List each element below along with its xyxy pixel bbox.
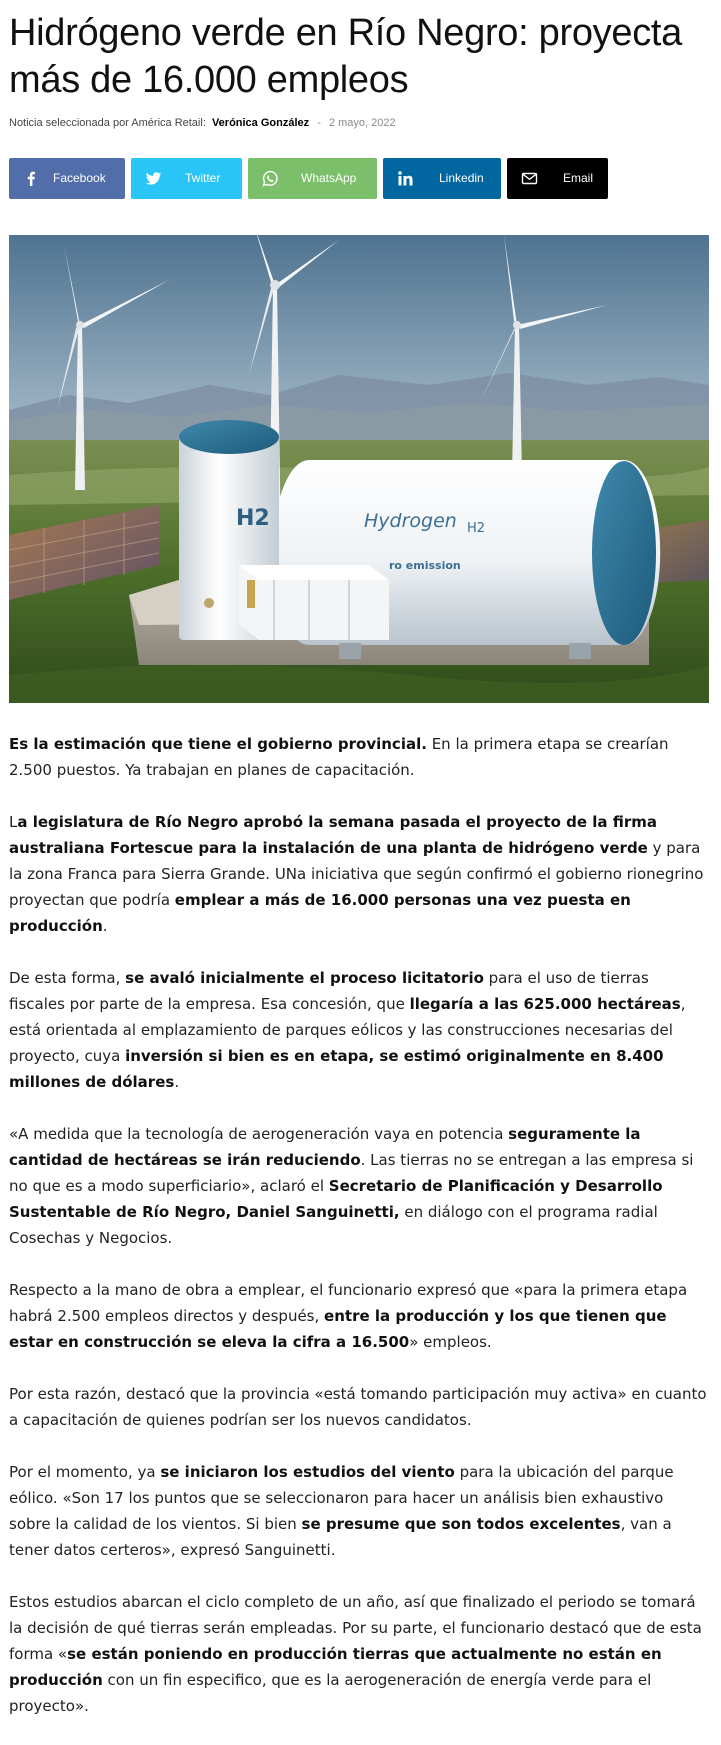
paragraph-text: En la primera etapa se crearían 2.500 puestos. Ya trabajan en planes de capacitación. [9,735,669,779]
whatsapp-label: WhatsApp [301,171,357,185]
facebook-label: Facebook [53,171,106,185]
paragraph-text: . [102,917,108,935]
paragraph-text: » empleos. [409,1333,492,1351]
article-paragraph [9,1121,709,1251]
email-icon [521,170,538,187]
bold-text: entre la producción y los que tienen que estar en construcción se eleva la cifra a 16.500 [9,1307,667,1351]
article-body [9,731,709,1745]
email-share-button[interactable] [507,158,608,199]
facebook-icon [23,170,40,187]
bold-text: Secretario de Planificación y Desarrollo Sustentable de Río Negro, Daniel Sanguinetti, [9,1177,663,1221]
facebook-share-button[interactable] [9,158,125,199]
paragraph-text: , está orientada al emplazamiento de parques eólicos y las construcciones necesarias del proyecto, cuya [9,995,686,1065]
paragraph-text: De esta forma, [9,969,126,987]
bold-text: se presume que son todos excelentes [301,1515,621,1533]
bold-text: emplear a más de 16.000 personas una vez puesta en producción [9,891,631,935]
article-date: 2 mayo, 2022 [328,117,396,129]
tank-label: Hydrogen [364,510,457,532]
paragraph-text: Por esta razón, destacó que la provincia «está tomando participación muy activa» en cuanto a capacitación de quienes podrían ser los nuevos candidatos. [9,1385,707,1429]
author-link[interactable]: Verónica González [211,117,310,129]
twitter-share-button[interactable] [131,158,242,199]
paragraph-text: para el uso de tierras fiscales por parte de la empresa. Esa concesión, que [9,969,649,1013]
article-title: Hidrógeno verde en Río Negro: proyecta más de 16.000 empleos [9,12,682,101]
linkedin-label: Linkedin [439,171,484,185]
meta-separator: - [317,117,321,129]
bold-text: se iniciaron los estudios del viento [160,1463,455,1481]
article-paragraph [9,731,709,783]
twitter-icon [145,170,162,187]
whatsapp-share-button[interactable] [248,158,377,199]
linkedin-icon [397,170,414,187]
article-paragraph [9,1459,709,1563]
article-meta [9,117,396,129]
article-paragraph [9,965,709,1095]
svg-text:H2: H2 [236,506,270,531]
bold-text: a legislatura de Río Negro aprobó la semana pasada el proyecto de la firma australiana Fortescue para la instalación de una planta de hidrógeno verde [9,813,658,857]
bold-text: inversión si bien es en etapa, se estimó originalmente en 8.400 millones de dólares [9,1047,664,1091]
paragraph-text: . Las tierras no se entregan a las empresa si no que es a modo superficiario», aclaró el [9,1151,694,1195]
paragraph-text: Estos estudios abarcan el ciclo completo de un año, así que finalizado el periodo se tomará la decisión de qué tierras serán empleadas. Por su parte, el funcionario destacó que de esta forma « [9,1593,702,1663]
paragraph-text: Respecto a la mano de obra a emplear, el funcionario expresó que «para la primera etapa habrá 2.500 empleos directos y después, [9,1281,688,1325]
article-paragraph [9,809,709,939]
paragraph-text: . [174,1073,180,1091]
equipment-boxes [239,565,389,640]
bold-text: Es la estimación que tiene el gobierno provincial. [9,735,427,753]
article-paragraph [9,1277,709,1355]
meta-prefix: Noticia seleccionada por América Retail: [9,117,206,129]
email-label: Email [563,171,594,185]
bold-text: seguramente la cantidad de hectáreas se irán reduciendo [9,1125,641,1169]
linkedin-share-button[interactable] [383,158,501,199]
article-paragraph [9,1589,709,1719]
bold-text: se avaló inicialmente el proceso licitatorio [125,969,484,987]
paragraph-text: L [9,813,18,831]
svg-text:H2: H2 [467,521,486,536]
bold-text: se están poniendo en producción tierras que actualmente no están en producción [9,1645,662,1689]
article-paragraph [9,1381,709,1433]
paragraph-text: , van a tener datos certeros», expresó Sanguinetti. [9,1515,672,1559]
paragraph-text: «A medida que la tecnología de aerogeneración vaya en potencia [9,1125,509,1143]
hydrogen-plant-image [9,235,709,703]
bold-text: llegaría a las 625.000 hectáreas [409,995,681,1013]
whatsapp-icon [262,170,279,187]
paragraph-text: y para la zona Franca para Sierra Grande. UNa iniciativa que según confirmó el gobierno rionegrino proyectan que podría [9,839,704,909]
paragraph-text: con un fin especifico, que es la aerogeneración de energía verde para el proyecto». [9,1671,652,1715]
paragraph-text: Por el momento, ya [9,1463,161,1481]
paragraph-text: en diálogo con el programa radial Cosechas y Negocios. [9,1203,658,1247]
paragraph-text: para la ubicación del parque eólico. «Son 17 los puntos que se seleccionaron para hacer un análisis bien exhaustivo sobre la calidad de los vientos. Si bien [9,1463,674,1533]
twitter-label: Twitter [185,171,221,185]
svg-text:ro emission: ro emission [389,559,461,572]
